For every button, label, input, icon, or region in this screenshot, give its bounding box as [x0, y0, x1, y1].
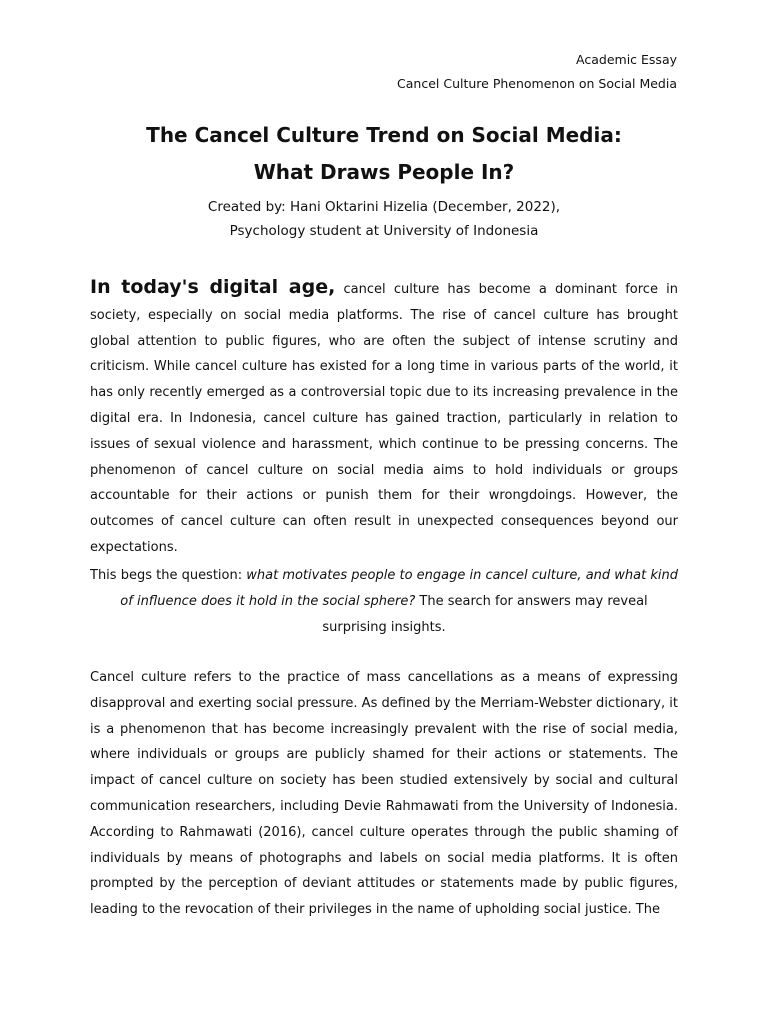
essay-title [0, 117, 768, 191]
author-byline [0, 195, 768, 243]
paragraph-definition [90, 665, 678, 923]
question-intro: This begs the question: [90, 568, 247, 583]
byline-line-1: Created by: Hani Oktarini Hizelia (December, 2022), [207, 199, 561, 215]
title-line-1: The Cancel Culture Trend on Social Media: [146, 123, 622, 147]
title-line-2: What Draws People In? [253, 160, 515, 184]
paragraph-intro [90, 275, 678, 561]
running-header [397, 48, 677, 96]
question-text: what motivates people to engage in cancel culture, and what kind of influence does it hold in the social sphere? [120, 568, 678, 609]
byline-line-2: Psychology student at University of Indonesia [229, 223, 539, 239]
question-outro: The search for answers may reveal surprising insights. [322, 593, 648, 635]
paragraph-lead-phrase: In today's digital age, [90, 276, 336, 298]
paragraph-question [90, 563, 678, 640]
header-essay-topic: Cancel Culture Phenomenon on Social Media [397, 76, 677, 91]
header-essay-type: Academic Essay [576, 52, 677, 67]
paragraph-definition-text: Cancel culture refers to the practice of mass cancellations as a means of expressing disapproval and exerting social pressure. As defined by the Merriam-Webster dictionary, it is a phenomenon that has become increasingly prevalent with the rise of social media, where individuals or groups are publicly shamed for their actions or statements. The impact of cancel culture on society has been studied extensively by social and cultural communication researchers, including Devie Rahmawati from the University of Indonesia. According to Rahmawati (2016), cancel culture operates through the public shaming of individuals by means of photographs and labels on social media platforms. It is often prompted by the perception of deviant attitudes or statements made by public figures, leading to the revocation of their privileges in the name of upholding social justice. The [90, 670, 678, 918]
paragraph-intro-text: cancel culture has become a dominant force in society, especially on social media platforms. The rise of cancel culture has brought global attention to public figures, who are often the subject of intense scrutiny and criticism. While cancel culture has existed for a long time in various parts of the world, it has only recently emerged as a controversial topic due to its increasing prevalence in the digital era. In Indonesia, cancel culture has gained traction, particularly in relation to issues of sexual violence and harassment, which continue to be pressing concerns. The phenomenon of cancel culture on social media aims to hold individuals or groups accountable for their actions or punish them for their wrongdoings. However, the outcomes of cancel culture can often result in unexpected consequences beyond our expectations. [90, 282, 678, 555]
